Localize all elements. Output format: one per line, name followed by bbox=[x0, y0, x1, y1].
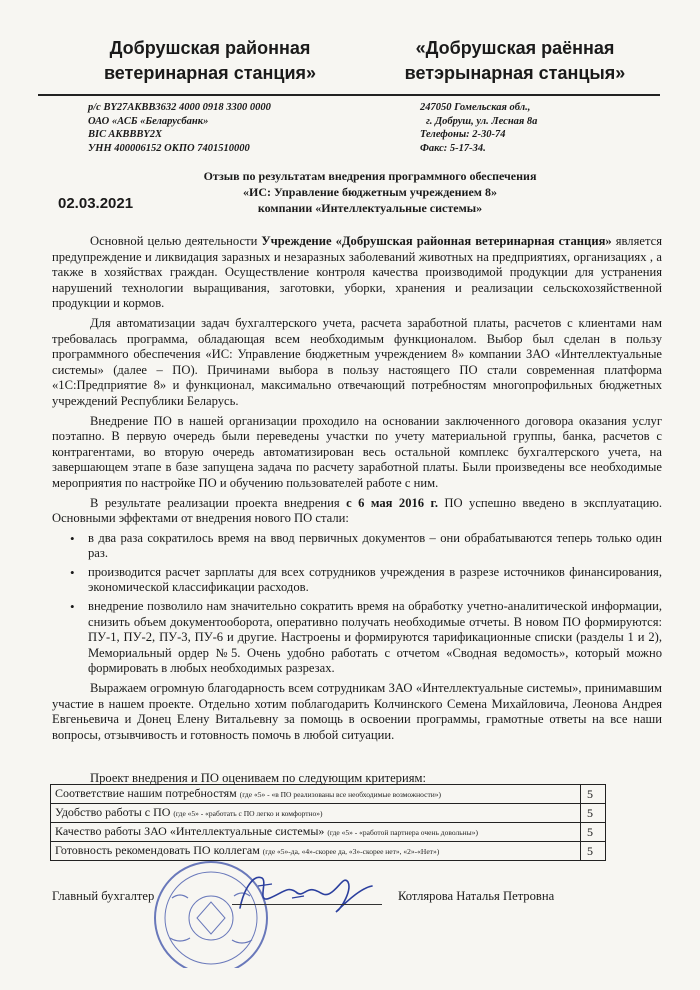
criterion-note: (где «5» - «в ПО реализованы все необходимые возможности») bbox=[239, 790, 441, 799]
document-date: 02.03.2021 bbox=[58, 195, 134, 212]
address-line1: 247050 Гомельская обл., bbox=[420, 102, 531, 113]
signer-role: Главный бухгалтер bbox=[52, 889, 155, 903]
p4-rest: ПО успешно введено в эксплуатацию. Основными эффектами от внедрения нового ПО стали: bbox=[52, 495, 663, 526]
p1-lead: Основной целью деятельности bbox=[90, 234, 262, 248]
phone: Телефоны: 2-30-74 bbox=[420, 129, 506, 141]
title-line2: «ИС: Управление бюджетным учреждением 8» bbox=[243, 185, 497, 199]
paragraph-choice: Для автоматизации задач бухгалтерского учета, расчета заработной платы, расчетов с клиентами нам требовалась программа, обладающая всем необходимым функционалом. Выбор был сделан в пользу программного обеспечения «ИС: Управление бюджетным учреждением 8» компании ЗАО «Интеллектуальные системы» (далее – ПО). Причинами выбора в пользу настоящего ПО стали современная платформа «1С:Предприятие 8» и функционал, максимально отвечающий потребностям многопрофильных бюджетных учреждений Республики Беларусь. bbox=[52, 315, 662, 408]
table-row bbox=[51, 785, 606, 804]
fax: Факс: 5-17-34. bbox=[420, 142, 486, 154]
org-name-bold: Учреждение «Добрушская районная ветеринарная станция» bbox=[261, 234, 612, 248]
effect-item: • в два раза сократилось время на ввод первичных документов – они обрабатываются теперь только один раз. bbox=[70, 531, 662, 562]
contact-requisites bbox=[420, 101, 640, 155]
title-line1: Отзыв по результатам внедрения программного обеспечения bbox=[203, 169, 537, 183]
criterion-score: 5 bbox=[581, 785, 606, 804]
handwritten-signature-icon bbox=[232, 868, 382, 918]
paragraph-gratitude: Выражаем огромную благодарность всем сотрудникам ЗАО «Интеллектуальные системы», принимавшим участие в нашем проекте. Отдельно хотим поблагодарить Колчинского Семена Михайловича, Леонова Андрея Евгеньевича и Донец Елену Витальевну за помощь в освоении программы, грамотные ответы на все наши вопросы, отзывчивость и готовность помочь в любой ситуации. bbox=[52, 681, 662, 742]
bank-requisites bbox=[88, 101, 378, 155]
criterion-note: (где «5» - «работой партнера очень довольны») bbox=[327, 828, 478, 837]
bank-bic: BIC AKBBBY2X bbox=[88, 129, 163, 141]
table-row bbox=[51, 842, 606, 861]
paragraph-purpose bbox=[52, 234, 662, 312]
org-name-by-line1: «Добрушская раённая bbox=[415, 38, 615, 58]
paragraph-implementation: Внедрение ПО в нашей организации проходило на основании заключенного договора оказания услуг поэтапно. В первую очередь были переведены участки по учету материальной группы, банка, расчетов с контрагентами, во вторую очередь автоматизирован весь остальной комплекс бухгалтерского учета, на завершающем этапе в базе запущена задача по расчету заработной платы. Были произведены все необходимые мероприятия по настройке ПО и обучению пользователей работе с ним. bbox=[52, 413, 662, 490]
signer-name: Котлярова Наталья Петровна bbox=[398, 889, 555, 903]
org-name-russian bbox=[75, 36, 345, 86]
p4-lead: В результате реализации проекта внедрения bbox=[90, 495, 347, 510]
criterion-label: Готовность рекомендовать ПО коллегам bbox=[55, 843, 260, 857]
effect-item: • производится расчет зарплаты для всех сотрудников учреждения в разрезе источников финансирования, экономической классификации расходов. bbox=[70, 565, 662, 596]
launch-date-bold: с 6 мая 2016 г. bbox=[346, 495, 438, 510]
signature-line bbox=[232, 904, 382, 905]
p1-rest: является предупреждение и ликвидация заразных и незаразных заболеваний животных на предприятиях, организациях , а также в хозяйствах граждан. Осуществление контроля качества производимой продукции для устранения нарушений технологии выращивания, заготовки, уборки, хранения и реализации сельскохозяйственной продукции и кормов. bbox=[52, 234, 662, 311]
document-title bbox=[130, 168, 610, 216]
header-divider bbox=[38, 94, 660, 96]
criterion-score: 5 bbox=[581, 842, 606, 861]
criterion-score: 5 bbox=[581, 823, 606, 842]
criteria-table bbox=[50, 784, 606, 861]
criterion-note: (где «5» - «работать с ПО легко и комфортно») bbox=[173, 809, 323, 818]
org-name-by-line2: ветэрынарная станцыя» bbox=[404, 63, 626, 83]
criterion-cell bbox=[51, 842, 581, 861]
paragraph-results bbox=[52, 496, 662, 527]
bank-account: р/с BY27AKBB3632 4000 0918 3300 0000 bbox=[88, 102, 271, 113]
table-row bbox=[51, 804, 606, 823]
criteria-caption: Проект внедрения и ПО оцениваем по следующим критериям: bbox=[90, 771, 426, 785]
title-line3: компании «Интеллектуальные системы» bbox=[257, 201, 483, 215]
table-row bbox=[51, 823, 606, 842]
criterion-score: 5 bbox=[581, 804, 606, 823]
criterion-cell bbox=[51, 823, 581, 842]
org-name-ru-line1: Добрушская районная bbox=[109, 38, 311, 58]
org-name-ru-line2: ветеринарная станция» bbox=[103, 63, 317, 83]
effects-list bbox=[52, 531, 662, 677]
letter-body bbox=[52, 234, 662, 747]
bank-name: ОАО «АСБ «Беларусбанк» bbox=[88, 115, 209, 127]
criterion-label: Качество работы ЗАО «Интеллектуальные системы» bbox=[55, 824, 325, 838]
criterion-cell bbox=[51, 804, 581, 823]
tax-ids: УНН 400006152 ОКПО 7401510000 bbox=[88, 142, 250, 154]
address-line2: г. Добруш, ул. Лесная 8а bbox=[426, 115, 538, 127]
criterion-label: Удобство работы с ПО bbox=[55, 805, 171, 819]
criterion-note: (где «5»-да, «4»-скорее да, «3»-скорее нет», «2»-«Нет») bbox=[262, 847, 440, 856]
criterion-label: Соответствие нашим потребностям bbox=[55, 786, 237, 800]
effect-item: • внедрение позволило нам значительно сократить время на обработку учетно-аналитической информации, снизить объем документооборота, оперативно получать необходимые отчеты. В новом ПО формируются: ПУ-1, ПУ-2, ПУ-3, ПУ-6 и другие. Настроены и формируются тарификационные списки (разделы 1 и 2), Мемориальный ордер №5. Очень удобно работать с отчетом «Сводная ведомость», который можно формировать в любых необходимых разрезах. bbox=[70, 599, 662, 677]
org-name-belarusian bbox=[370, 36, 660, 86]
criterion-cell bbox=[51, 785, 581, 804]
